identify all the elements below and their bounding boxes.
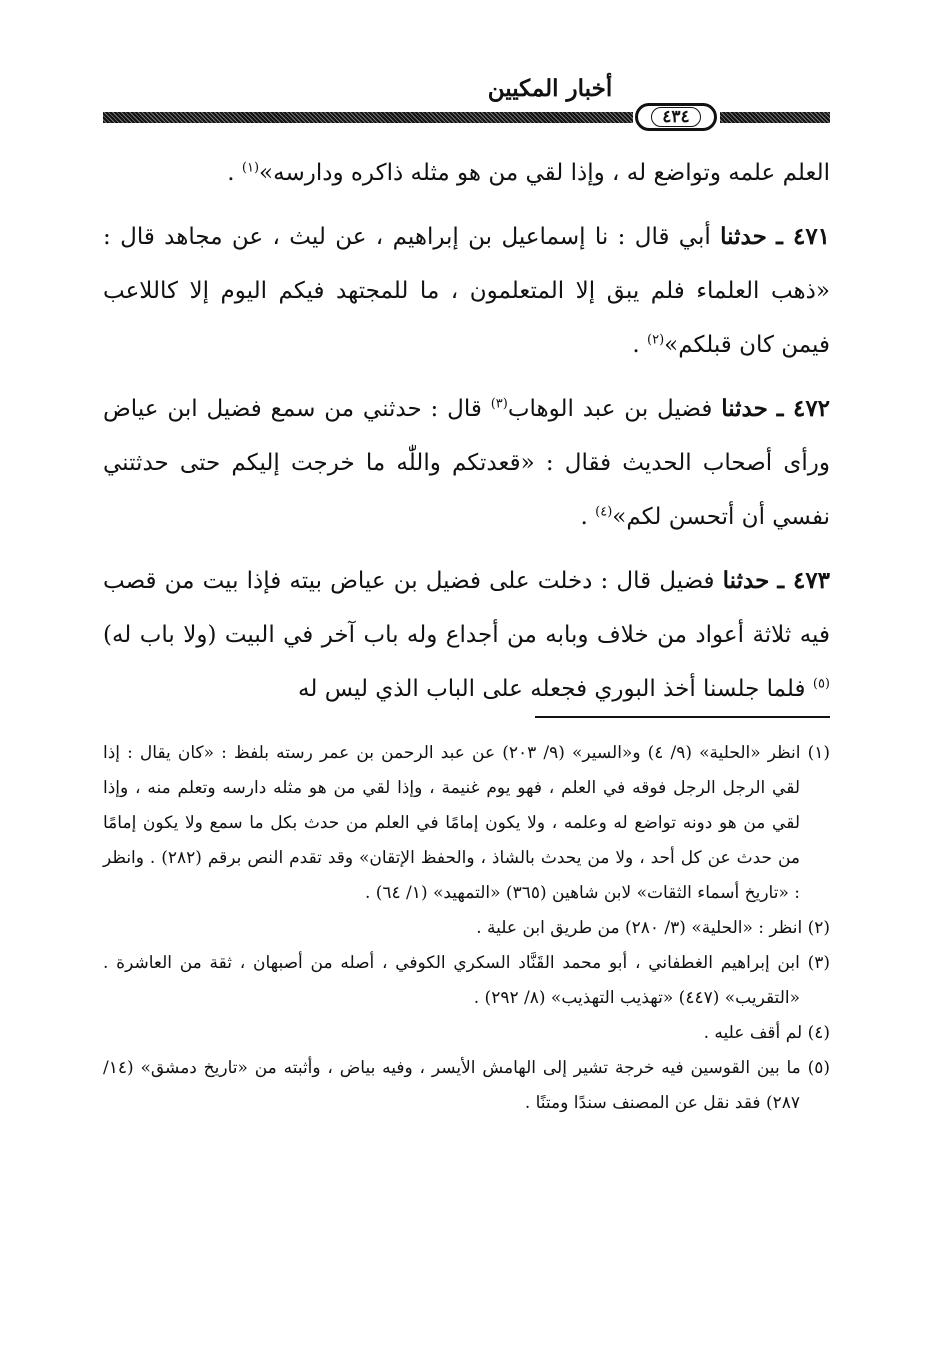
hadith-number: ٤٧١ ـ	[776, 223, 831, 250]
footnote-4: (٤) لم أقف عليه .	[703, 1023, 830, 1043]
footnote-ref: (٣)	[490, 396, 508, 412]
hadith-473: ٤٧٣ ـ حدثنا فضيل قال : دخلت على فضيل بن عياض بيته فإذا بيت من قصب فيه ثلاثة أعواد من خلاف وبابه من أجداع وله باب آخر في البيت (ولا باب له) $^{(٥)}$ فلما جلسنا أخذ البوري فجعله على الباب الذي ليس له	[103, 567, 831, 702]
footnote-separator	[535, 716, 830, 718]
footnote-3: (٣) ابن إبراهيم الغطفاني ، أبو محمد القَنَّاد السكري الكوفي ، أصله من أصبهان ، ثقة من العاشرة . «التقريب» (٤٤٧) «تهذيب التهذيب» (٨/ ٢٩٢) .	[103, 953, 830, 1008]
hadith-number: ٤٧٣ ـ	[777, 567, 831, 594]
main-text	[103, 146, 830, 726]
hadith-lead: حدثنا	[720, 223, 767, 250]
hadith-471: ٤٧١ ـ حدثنا أبي قال : نا إسماعيل بن إبراهيم ، عن ليث ، عن مجاهد قال : «ذهب العلماء فلم يبق إلا المتعلمون ، ما للمجتهد فيكم اليوم إلا كاللاعب فيمن كان قبلكم»$^{(٢)}$ .	[103, 223, 831, 358]
hadith-text: فضيل بن عبد الوهاب	[507, 396, 713, 422]
header-rule-left	[103, 112, 633, 123]
hadith-lead: حدثنا	[722, 567, 770, 594]
hadith-472: ٤٧٢ ـ حدثنا فضيل بن عبد الوهاب$^{(٣)}$ قال : حدثني من سمع فضيل ابن عياض ورأى أصحاب الحديث فقال : «قعدتكم واللّٰه ما خرجت إليكم حتى حدثتني نفسي أن أتحسن لكم»$^{(٤)}$ .	[103, 395, 831, 530]
footnote-ref: (١)	[241, 160, 260, 176]
header-rule	[103, 106, 830, 130]
header-rule-right	[720, 112, 830, 123]
paragraph-continuation: العلم علمه وتواضع له ، وإذا لقي من هو مثله ذاكره ودارسه»$^{(١)}$ .	[227, 160, 830, 186]
footnote-ref: (٥)	[812, 676, 830, 692]
hadith-text: أبي قال : نا إسماعيل بن إبراهيم ، عن ليث ، عن مجاهد قال : «ذهب العلماء فلم يبق إلا المتعلمون ، ما للمجتهد فيكم اليوم إلا كاللاعب فيمن كان قبلكم»	[103, 224, 830, 358]
footnote-2: (٢) انظر : «الحلية» (٣/ ٢٨٠) من طريق ابن علية .	[476, 918, 830, 938]
page-number-badge	[635, 103, 717, 131]
hadith-number: ٤٧٢ ـ	[776, 395, 831, 422]
running-title: أخبار المكيين	[487, 75, 613, 102]
hadith-lead: حدثنا	[721, 395, 768, 422]
footnote-1: (١) انظر «الحلية» (٩/ ٤) و«السير» (٩/ ٢٠٣) عن عبد الرحمن بن عمر رسته بلفظ : «كان يقال : إذا لقي الرجل الرجل فوقه في العلم ، فهو يوم غنيمة ، وإذا لقي من هو مثله دارسه وتعلم منه ، وإذا لقي من هو دونه تواضع له وعلمه ، ولا يكون إمامًا في العلم من حدث بكل ما سمع ولا يكون إمامًا من حدث عن كل أحد ، ولا من يحدث بالشاذ ، والحفظ الإتقان» وقد تقدم النص برقم (٢٨٢) . وانظر : «تاريخ أسماء الثقات» لابن شاهين (٣٦٥) «التمهيد» (١/ ٦٤) .	[103, 743, 830, 903]
hadith-text: فضيل قال : دخلت على فضيل بن عياض بيته فإذا بيت من قصب فيه ثلاثة أعواد من خلاف وبابه من أجداع وله باب آخر في البيت (ولا باب له)	[103, 568, 830, 648]
footnote-5: (٥) ما بين القوسين فيه خرجة تشير إلى الهامش الأيسر ، وفيه بياض ، وأثبته من «تاريخ دمشق» (١٤/ ٢٨٧) فقد نقل عن المصنف سندًا ومتنًا .	[103, 1058, 830, 1113]
page-number: ٤٣٤	[651, 107, 700, 127]
footnote-ref: (٢)	[647, 332, 665, 348]
footnote-ref: (٤)	[595, 504, 613, 520]
footnotes	[103, 736, 830, 1121]
